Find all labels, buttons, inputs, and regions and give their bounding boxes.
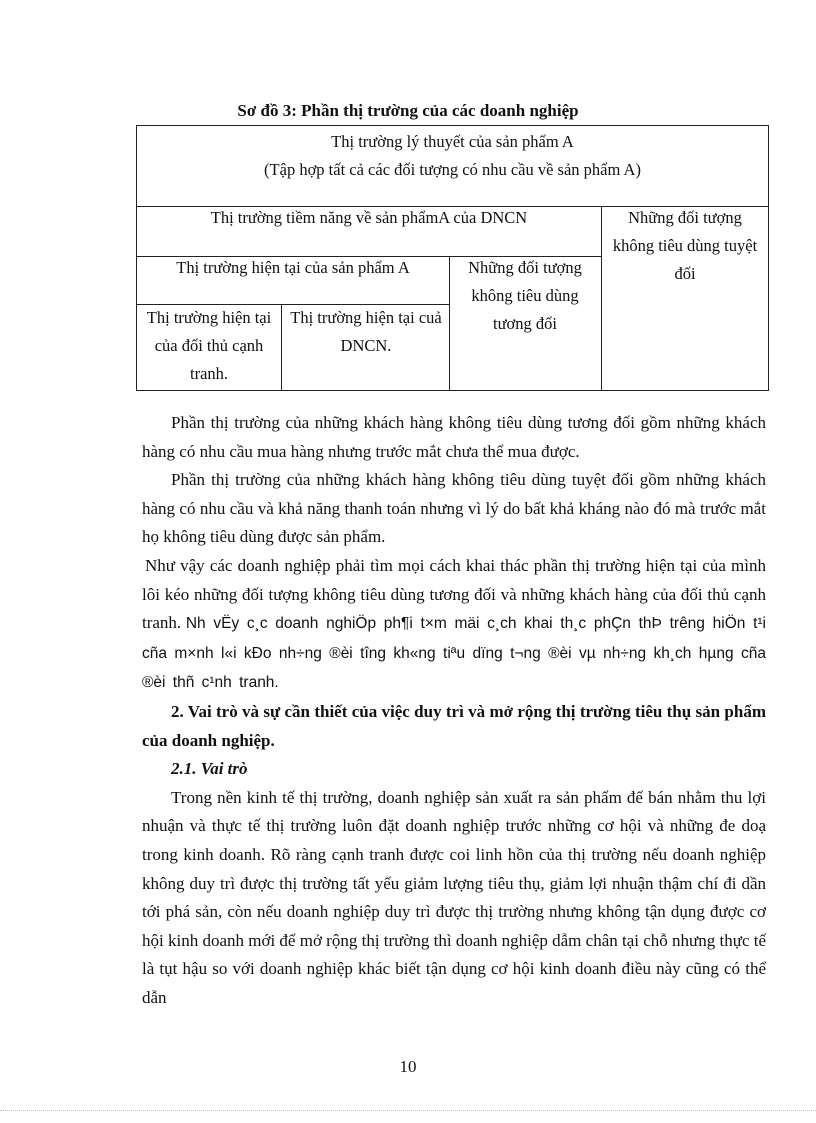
table-divider	[449, 256, 450, 390]
competitor-market-cell: Thị trường hiện tại của đối thủ cạnh tranh.	[146, 308, 272, 383]
market-diagram-table	[136, 125, 769, 391]
paragraph-text: Như vậy các doanh nghiệp phải tìm mọi cách khai thác phần thị trường hiện tại của mình lôi kéo những đối tượng không tiêu dùng tương đối và những khách hàng của đối thủ cạnh tranh.	[142, 555, 766, 633]
page-number: 10	[399, 1057, 417, 1076]
relative-non-consumers-cell: Những đối tượng không tiêu dùng tương đối	[468, 258, 582, 333]
diagram-title: Sơ đồ 3: Phần thị trường của các doanh nghiệp	[237, 101, 579, 120]
paragraph: Trong nền kinh tế thị trường, doanh nghiệp sản xuất ra sản phẩm để bán nhằm thu lợi nhuận và thực tế thị trường luôn đặt doanh nghiệp trước những cơ hội và những đe doạ trong kinh doanh. Rõ ràng cạnh tranh được coi linh hồn của thị trường nếu doanh nghiệp không duy trì được thị trường tất yếu giảm lượng tiêu thụ, giảm lợi nhuận thậm chí đi dần tới phá sản, còn nếu doanh nghiệp duy trì được thị trường nhưng không tận dụng được cơ hội kinh doanh mới để mở rộng thị trường thì doanh nghiệp dẫm chân tại chỗ nhưng thực tế là tụt hậu so với doanh nghiệp khác biết tận dụng cơ hội kinh doanh điều này cũng có thể dẫn	[142, 787, 767, 1007]
page-bottom-rule	[0, 1110, 816, 1111]
table-divider	[601, 206, 602, 390]
garbled-text: Nh vËy c¸c doanh nghiÖp ph¶i t×m mäi c¸ch khai th¸c phÇn thÞ trêng hiÖn t¹i cña m×nh l«i kÐo nh÷ng ®èi tîng kh«ng tiªu dïng t¬ng ®èi vµ nh÷ng kh¸ch hµng cña ®èi thñ c¹nh tranh.	[142, 615, 766, 692]
table-divider	[281, 304, 282, 390]
potential-market-cell: Thị trường tiềm năng về sản phẩmA của DNCN	[210, 208, 528, 227]
paragraph	[142, 552, 766, 698]
paragraph: Phần thị trường của những khách hàng không tiêu dùng tương đối gồm những khách hàng có nhu cầu mua hàng nhưng trước mắt chưa thể mua được.	[142, 413, 766, 461]
subsection-heading: 2.1. Vai trò	[171, 759, 248, 779]
section-heading: 2. Vai trò và sự cần thiết của việc duy trì và mở rộng thị trường tiêu thụ sản phẩm của doanh nghiệp.	[142, 701, 766, 750]
theoretical-market-cell	[137, 128, 768, 184]
body-text	[142, 409, 766, 1012]
absolute-non-consumers-cell: Những đối tượng không tiêu dùng tuyệt đối	[612, 208, 758, 283]
theoretical-market-note: (Tập hợp tất cả các đối tượng có nhu cầu về sản phẩm A)	[264, 160, 641, 179]
company-market-cell: Thị trường hiện tại cuả DNCN.	[290, 308, 442, 355]
current-market-cell: Thị trường hiện tại của sản phẩm A	[176, 258, 410, 277]
theoretical-market-label: Thị trường lý thuyết của sản phẩm A	[331, 132, 574, 151]
paragraph: Phần thị trường của những khách hàng không tiêu dùng tuyệt đối gồm những khách hàng có nhu cầu và khả năng thanh toán nhưng vì lý do bất khả kháng nào đó mà trước mắt họ không tiêu dùng được sản phẩm.	[142, 470, 766, 547]
